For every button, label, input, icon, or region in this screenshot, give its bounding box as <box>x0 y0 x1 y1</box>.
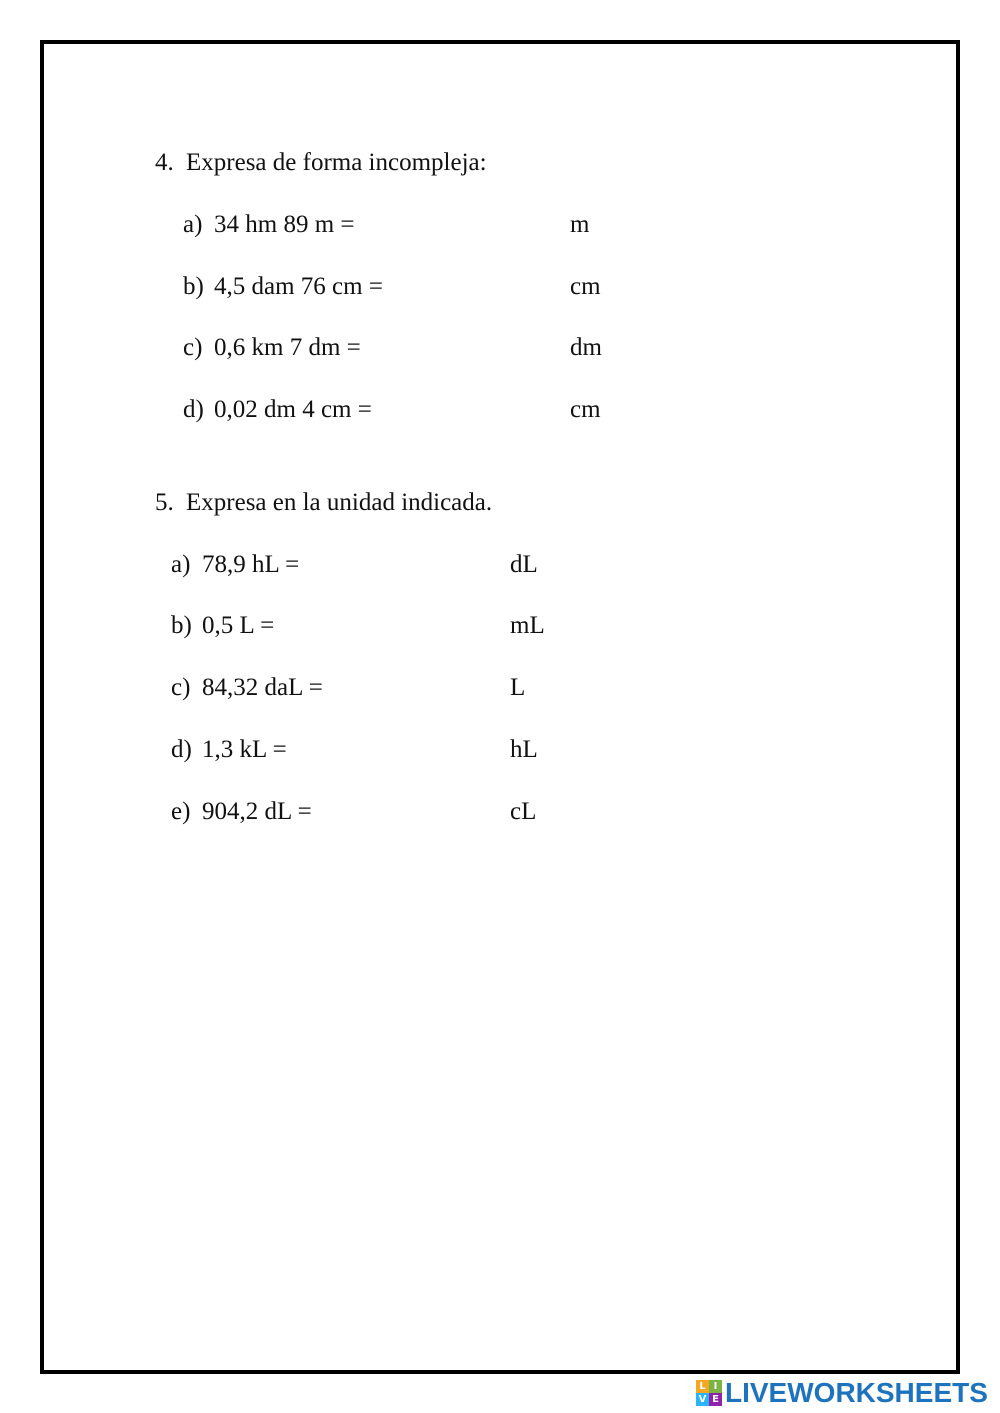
liveworksheets-logo-icon: L I V E <box>696 1380 722 1406</box>
item-label: b) <box>171 612 192 639</box>
item-label: a) <box>171 551 191 578</box>
exercise-title: Expresa de forma incompleja: <box>186 149 487 176</box>
item-label: e) <box>171 798 191 825</box>
item-expression: 0,02 dm 4 cm = <box>214 396 372 423</box>
item-unit: dL <box>510 551 538 578</box>
exercise-title: Expresa en la unidad indicada. <box>186 489 493 516</box>
item-expression: 78,9 hL = <box>202 551 300 578</box>
item-unit: hL <box>510 736 538 763</box>
item-unit: cm <box>570 273 601 300</box>
logo-text: LIVEWORKSHEETS <box>725 1377 988 1408</box>
item-unit: dm <box>570 334 602 361</box>
item-expression: 34 hm 89 m = <box>214 211 355 238</box>
item-unit: mL <box>510 612 545 639</box>
item-unit: m <box>570 211 590 238</box>
item-expression: 904,2 dL = <box>202 798 312 825</box>
item-label: a) <box>183 211 203 238</box>
exercise-number: 4. <box>155 149 174 176</box>
item-label: c) <box>183 334 203 361</box>
item-label: b) <box>183 273 204 300</box>
item-label: c) <box>171 674 191 701</box>
item-expression: 1,3 kL = <box>202 736 287 763</box>
item-unit: cL <box>510 798 537 825</box>
item-expression: 0,5 L = <box>202 612 275 639</box>
exercise-number: 5. <box>155 489 174 516</box>
item-expression: 4,5 dam 76 cm = <box>214 273 383 300</box>
worksheet-border <box>40 40 960 1374</box>
item-label: d) <box>171 736 192 763</box>
item-unit: L <box>510 674 526 701</box>
item-expression: 0,6 km 7 dm = <box>214 334 361 361</box>
item-unit: cm <box>570 396 601 423</box>
item-expression: 84,32 daL = <box>202 674 323 701</box>
item-label: d) <box>183 396 204 423</box>
liveworksheets-logo <box>696 1378 988 1408</box>
